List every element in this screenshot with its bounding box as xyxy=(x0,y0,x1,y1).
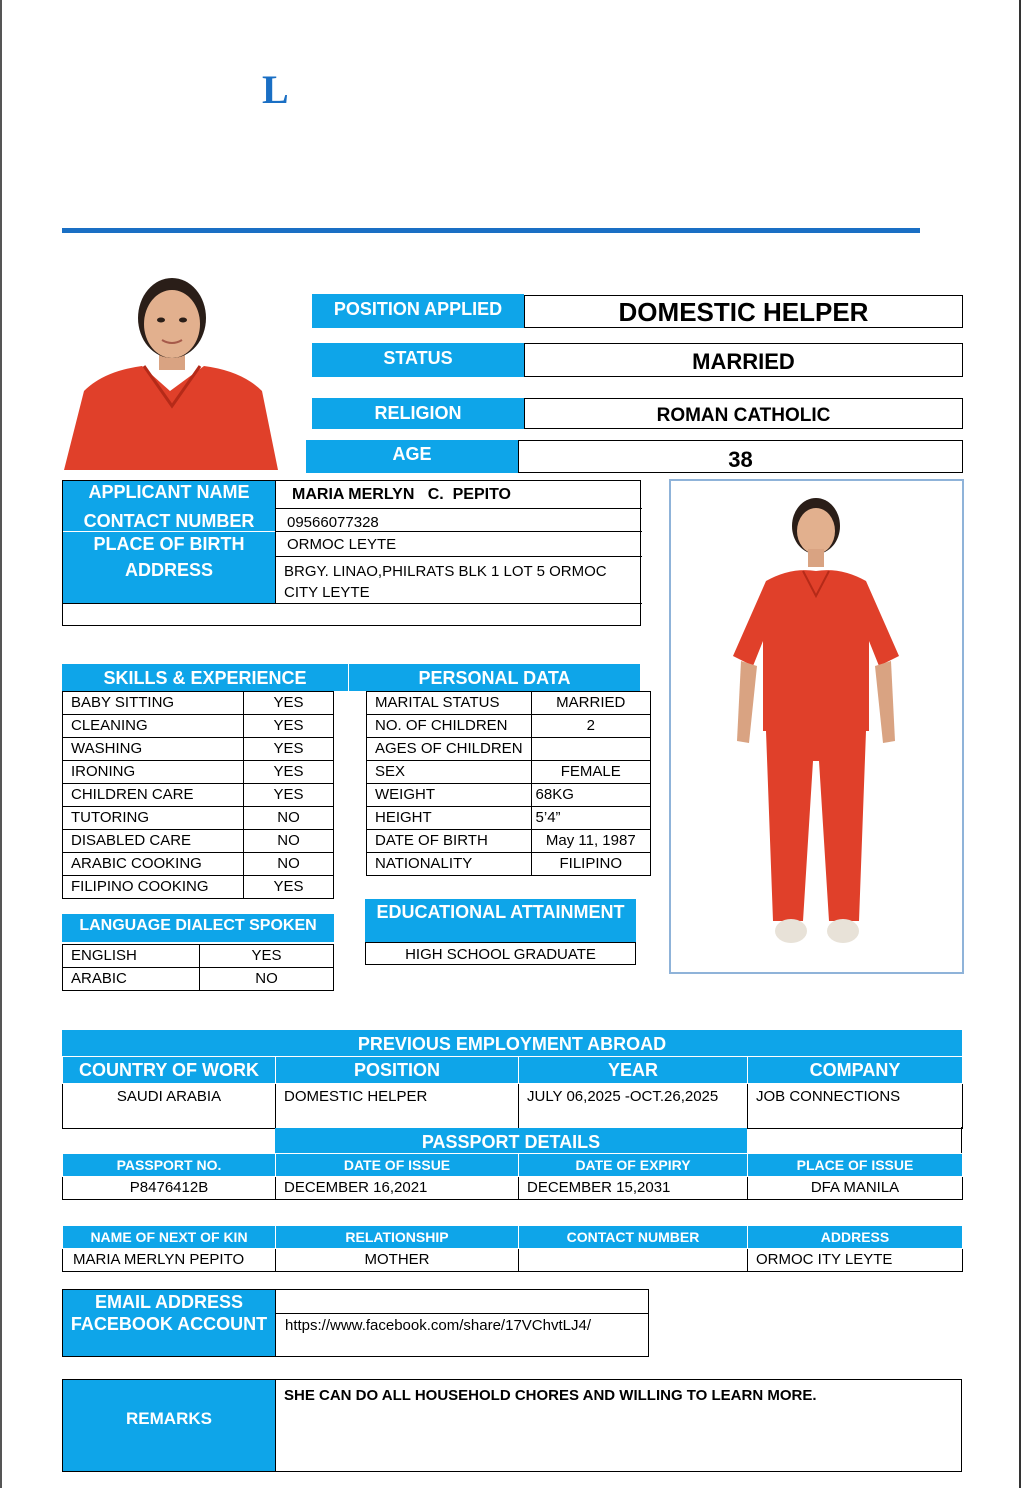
skills-table xyxy=(62,691,334,899)
position-applied-label: POSITION APPLIED xyxy=(312,294,524,328)
skill-value: YES xyxy=(244,738,334,761)
skill-row xyxy=(63,853,334,876)
skill-name: IRONING xyxy=(63,761,244,784)
skill-row xyxy=(63,876,334,899)
passport-header-expiry: DATE OF EXPIRY xyxy=(519,1154,748,1177)
full-body-photo xyxy=(669,479,964,974)
age-value: 38 xyxy=(518,440,963,473)
skill-value: NO xyxy=(244,830,334,853)
employment-position: DOMESTIC HELPER xyxy=(276,1084,519,1129)
personal-value xyxy=(531,738,650,761)
skill-name: CHILDREN CARE xyxy=(63,784,244,807)
religion-value: ROMAN CATHOLIC xyxy=(524,398,963,429)
applicant-details xyxy=(62,480,641,626)
skill-value: YES xyxy=(244,876,334,899)
skill-name: CLEANING xyxy=(63,715,244,738)
personal-field: WEIGHT xyxy=(367,784,532,807)
skill-name: WASHING xyxy=(63,738,244,761)
personal-field: DATE OF BIRTH xyxy=(367,830,532,853)
skill-name: TUTORING xyxy=(63,807,244,830)
place-of-birth-value: ORMOC LEYTE xyxy=(287,536,397,553)
employment-header-company: COMPANY xyxy=(748,1057,963,1084)
skill-name: ARABIC COOKING xyxy=(63,853,244,876)
skill-row xyxy=(63,784,334,807)
language-table xyxy=(62,944,334,991)
personal-row xyxy=(367,807,651,830)
contact-number-label: CONTACT NUMBER xyxy=(63,508,275,531)
facebook-label: FACEBOOK ACCOUNT xyxy=(63,1313,275,1356)
language-title: LANGUAGE DIALECT SPOKEN xyxy=(62,914,334,942)
language-name: ENGLISH xyxy=(63,945,200,968)
status-label: STATUS xyxy=(312,343,524,377)
skills-title: SKILLS & EXPERIENCE xyxy=(62,664,348,691)
kin-header-contact: CONTACT NUMBER xyxy=(519,1226,748,1249)
personal-field: NO. OF CHILDREN xyxy=(367,715,532,738)
personal-value: FILIPINO xyxy=(531,853,650,876)
personal-value: May 11, 1987 xyxy=(531,830,650,853)
page-edge-left xyxy=(0,0,2,1488)
employment-header-position: POSITION xyxy=(276,1057,519,1084)
personal-value: FEMALE xyxy=(531,761,650,784)
passport-issue-date: DECEMBER 16,2021 xyxy=(276,1177,519,1200)
personal-row xyxy=(367,715,651,738)
kin-address: ORMOC ITY LEYTE xyxy=(748,1249,963,1272)
personal-row xyxy=(367,853,651,876)
skill-value: YES xyxy=(244,692,334,715)
passport-title: PASSPORT DETAILS xyxy=(275,1128,747,1153)
education-title: EDUCATIONAL ATTAINMENT xyxy=(365,899,636,942)
personal-row xyxy=(367,784,651,807)
employment-country: SAUDI ARABIA xyxy=(63,1084,276,1129)
employment-table xyxy=(62,1056,963,1129)
position-applied-value: DOMESTIC HELPER xyxy=(524,295,963,328)
skill-name: BABY SITTING xyxy=(63,692,244,715)
skill-name: DISABLED CARE xyxy=(63,830,244,853)
status-value: MARRIED xyxy=(524,343,963,377)
personal-row xyxy=(367,830,651,853)
applicant-name-label: APPLICANT NAME xyxy=(63,481,275,508)
kin-header-address: ADDRESS xyxy=(748,1226,963,1249)
headshot-photo xyxy=(64,266,282,470)
language-row xyxy=(63,945,334,968)
address-value: BRGY. LINAO,PHILRATS BLK 1 LOT 5 ORMOC CITY LEYTE xyxy=(284,563,607,601)
kin-relationship: MOTHER xyxy=(276,1249,519,1272)
skill-value: YES xyxy=(244,784,334,807)
age-label: AGE xyxy=(306,440,518,473)
kin-contact xyxy=(519,1249,748,1272)
personal-value: 2 xyxy=(531,715,650,738)
passport-header-number: PASSPORT NO. xyxy=(63,1154,276,1177)
employment-company: JOB CONNECTIONS xyxy=(748,1084,963,1129)
personal-row xyxy=(367,692,651,715)
personal-field: SEX xyxy=(367,761,532,784)
remarks-label: REMARKS xyxy=(63,1380,275,1471)
personal-field: MARITAL STATUS xyxy=(367,692,532,715)
personal-value: 5’4” xyxy=(531,807,650,830)
kin-header-relationship: RELATIONSHIP xyxy=(276,1226,519,1249)
passport-header-place: PLACE OF ISSUE xyxy=(748,1154,963,1177)
skill-row xyxy=(63,692,334,715)
kin-name: MARIA MERLYN PEPITO xyxy=(63,1249,276,1272)
language-name: ARABIC xyxy=(63,968,200,991)
agency-logo: L xyxy=(262,67,289,112)
address-label: ADDRESS xyxy=(63,557,275,603)
skill-name: FILIPINO COOKING xyxy=(63,876,244,899)
email-value xyxy=(285,1290,645,1313)
passport-header-issue: DATE OF ISSUE xyxy=(276,1154,519,1177)
personal-data-title: PERSONAL DATA xyxy=(349,664,640,691)
personal-row xyxy=(367,761,651,784)
contact-number-value: 09566077328 xyxy=(287,514,379,531)
personal-row xyxy=(367,738,651,761)
religion-label: RELIGION xyxy=(312,398,524,429)
language-value: YES xyxy=(200,945,334,968)
personal-field: AGES OF CHILDREN xyxy=(367,738,532,761)
skill-row xyxy=(63,807,334,830)
facebook-link[interactable]: https://www.facebook.com/share/17VChvtLJ4/ xyxy=(285,1317,591,1334)
remarks-value: SHE CAN DO ALL HOUSEHOLD CHORES AND WILLING TO LEARN MORE. xyxy=(284,1387,817,1404)
personal-value: MARRIED xyxy=(531,692,650,715)
personal-field: HEIGHT xyxy=(367,807,532,830)
skill-value: NO xyxy=(244,853,334,876)
education-value: HIGH SCHOOL GRADUATE xyxy=(365,942,636,965)
contact-block xyxy=(62,1289,649,1357)
skill-row xyxy=(63,715,334,738)
place-of-birth-label: PLACE OF BIRTH xyxy=(63,532,275,557)
skill-row xyxy=(63,830,334,853)
next-of-kin-table xyxy=(62,1225,963,1272)
passport-expiry-date: DECEMBER 15,2031 xyxy=(519,1177,748,1200)
skill-value: YES xyxy=(244,715,334,738)
employment-year: JULY 06,2025 -OCT.26,2025 xyxy=(519,1084,748,1129)
passport-number: P8476412B xyxy=(63,1177,276,1200)
passport-table xyxy=(62,1153,963,1200)
employment-title: PREVIOUS EMPLOYMENT ABROAD xyxy=(62,1030,962,1056)
skill-row xyxy=(63,738,334,761)
skill-value: YES xyxy=(244,761,334,784)
personal-value: 68KG xyxy=(531,784,650,807)
kin-header-name: NAME OF NEXT OF KIN xyxy=(63,1226,276,1249)
applicant-name-value: MARIA MERLYN C. PEPITO xyxy=(292,486,511,503)
remarks-block xyxy=(62,1379,962,1472)
personal-field: NATIONALITY xyxy=(367,853,532,876)
passport-place: DFA MANILA xyxy=(748,1177,963,1200)
email-label: EMAIL ADDRESS xyxy=(63,1290,275,1313)
language-row xyxy=(63,968,334,991)
language-value: NO xyxy=(200,968,334,991)
personal-data-table xyxy=(366,691,651,876)
skill-value: NO xyxy=(244,807,334,830)
header-divider xyxy=(62,228,920,233)
employment-header-country: COUNTRY OF WORK xyxy=(63,1057,276,1084)
skill-row xyxy=(63,761,334,784)
employment-header-year: YEAR xyxy=(519,1057,748,1084)
